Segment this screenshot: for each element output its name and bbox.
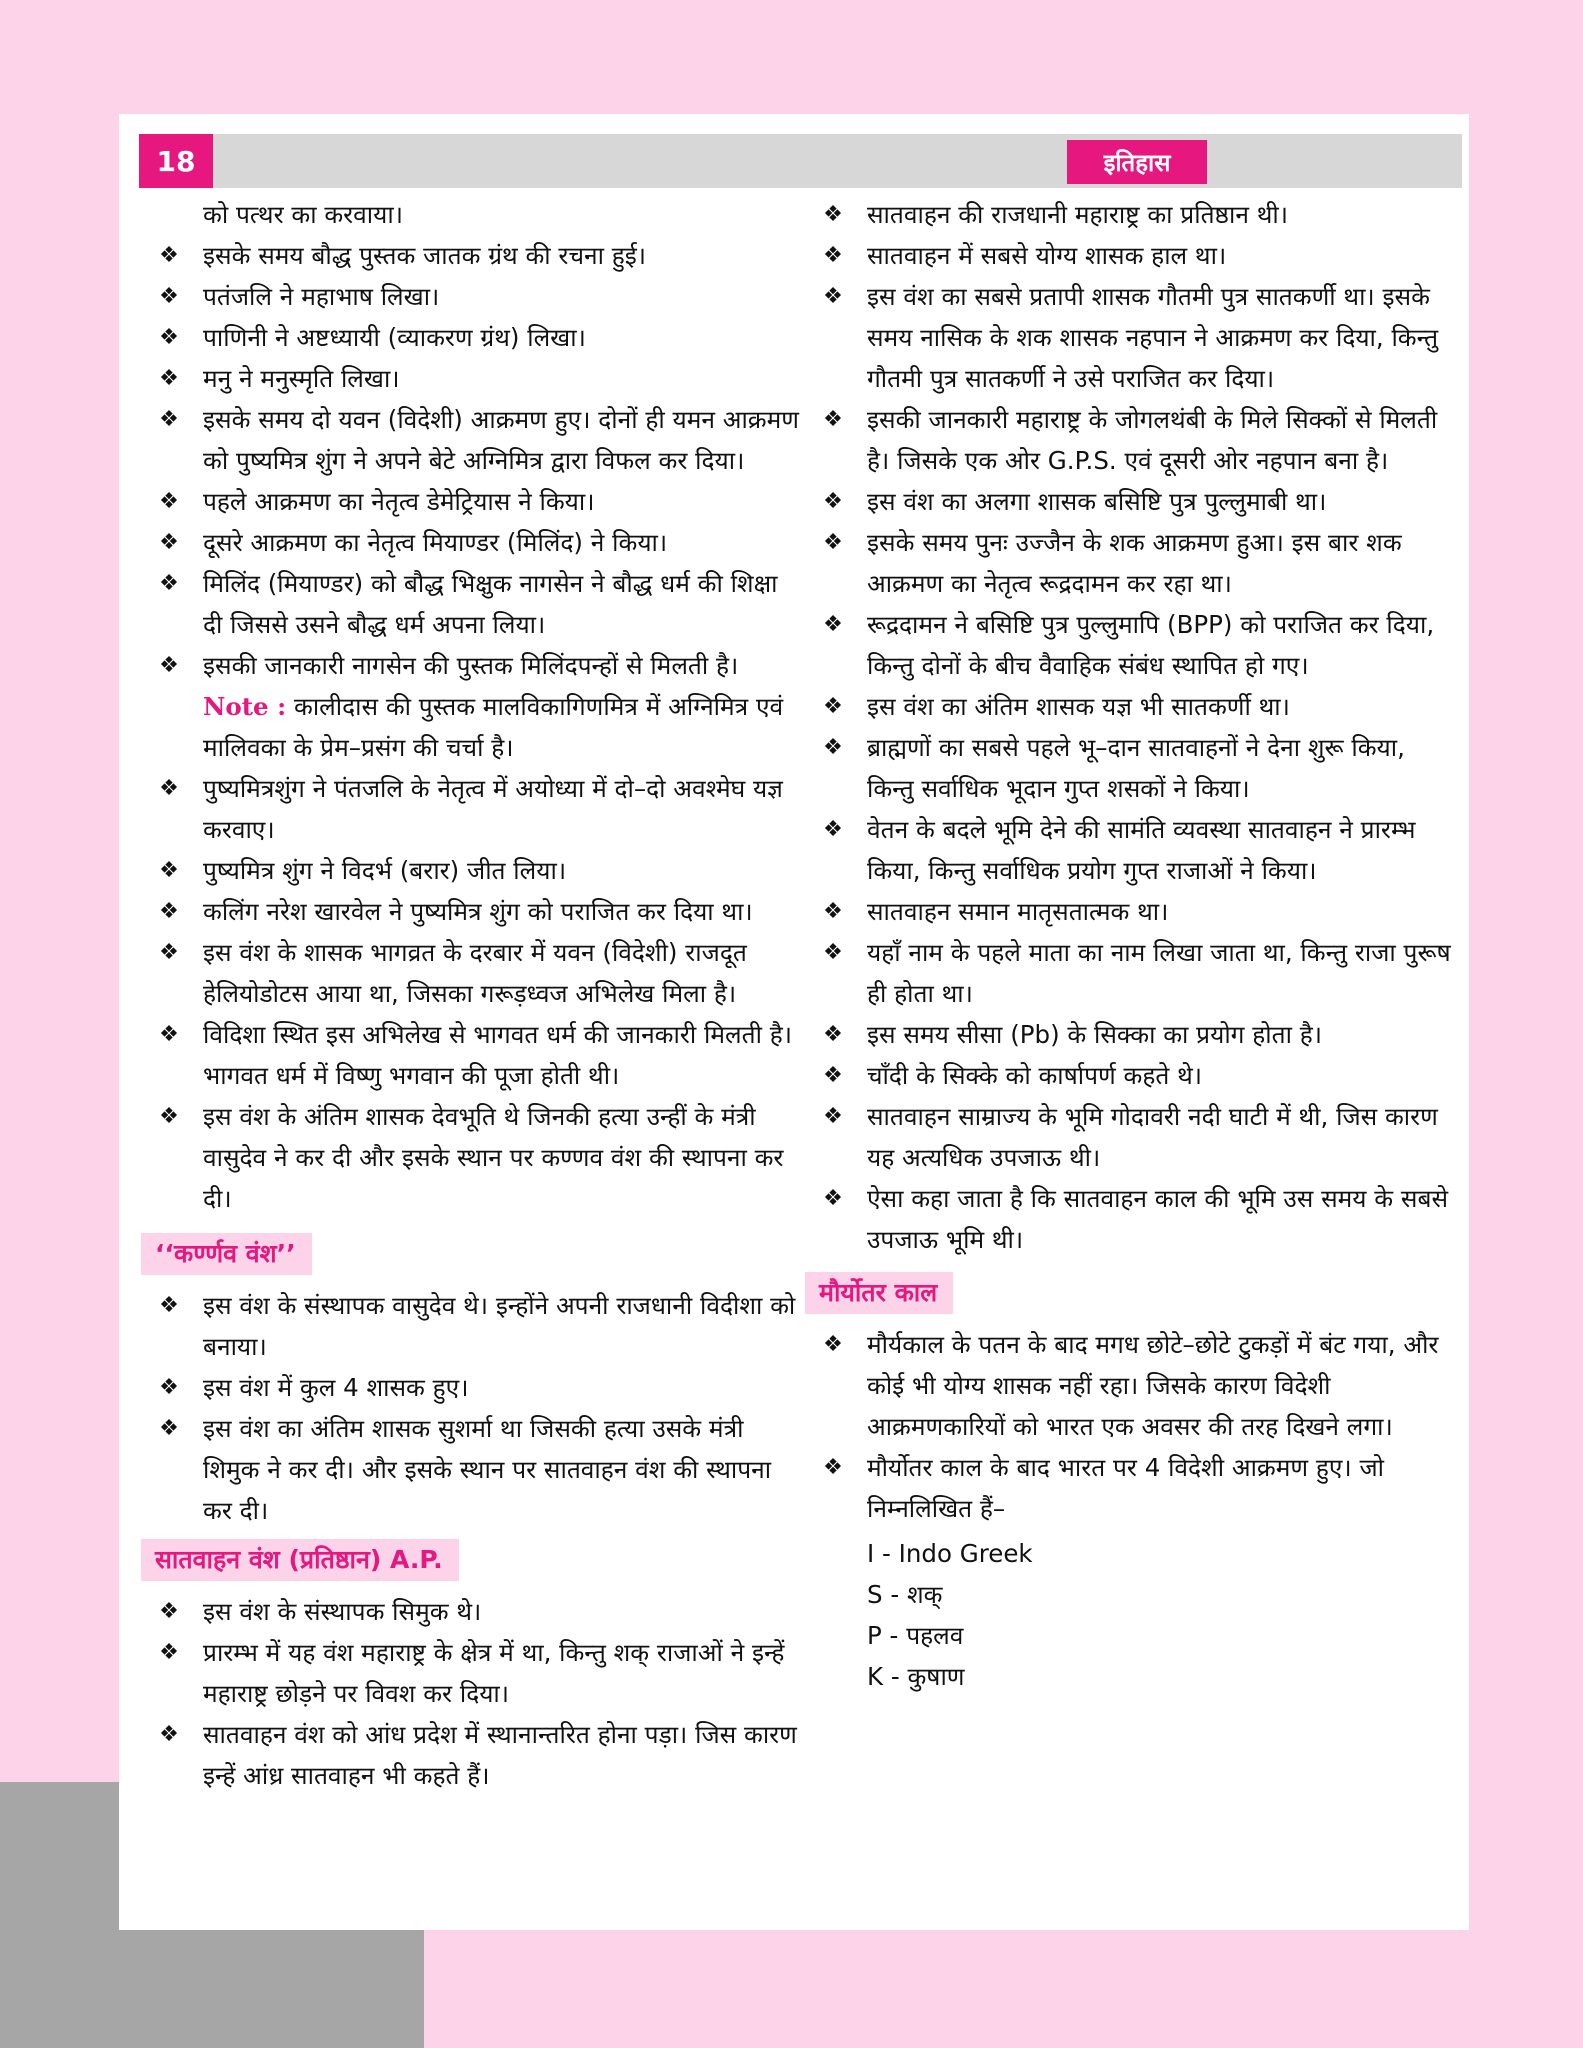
diamond-bullet-icon: ❖ [159,940,179,965]
diamond-bullet-icon: ❖ [823,202,843,227]
invasion-line: S - शक् [867,1580,943,1609]
diamond-bullet-icon: ❖ [823,817,843,842]
list-item [805,1014,1455,1055]
list-item-text: प्रारम्भ में यह वंश महाराष्ट्र के क्षेत्र में था, किन्तु शक् राजाओं ने इन्हें महाराष्ट्र छोड़ने पर विवश कर दिया। [203,1638,785,1708]
diamond-bullet-icon: ❖ [823,407,843,432]
list-item [805,235,1455,276]
diamond-bullet-icon: ❖ [823,1022,843,1047]
heading-kanva-dynasty: ‘‘कर्ण्णव वंश’’ [141,1233,312,1275]
list-item [805,932,1455,1014]
list-item [805,1096,1455,1178]
page [119,114,1469,1930]
list-item-text: इसके समय पुनः उज्जैन के शक आक्रमण हुआ। इस बार शक आक्रमण का नेतृत्व रूद्रदामन कर रहा था। [867,528,1402,598]
diamond-bullet-icon: ❖ [159,1375,179,1400]
list-item-text: इस वंश के संस्थापक सिमुक थे। [203,1597,482,1626]
list-item-text: इस समय सीसा (Pb) के सिक्का का प्रयोग होता है। [867,1020,1323,1049]
list-item-text: सातवाहन वंश को आंध प्रदेश में स्थानान्तरित होना पड़ा। जिस कारण इन्हें आंध्र सातवाहन भी कहते हैं। [203,1720,797,1790]
list-item [141,1096,801,1219]
heading-satavahana-dynasty: सातवाहन वंश (प्रतिष्ठान) A.P. [141,1539,459,1581]
diamond-bullet-icon: ❖ [159,325,179,350]
list-item-text: वेतन के बदले भूमि देने की सामंति व्यवस्था सातवाहन ने प्रारम्भ किया, किन्तु सर्वाधिक प्रयोग गुप्त राजाओं ने किया। [867,815,1416,885]
diamond-bullet-icon: ❖ [823,530,843,555]
list-item-text: पुष्यमित्रशुंग ने पंतजलि के नेतृत्व में अयोध्या में दो–दो अवश्मेघ यज्ञ करवाए। [203,774,783,844]
diamond-bullet-icon: ❖ [823,243,843,268]
diamond-bullet-icon: ❖ [159,776,179,801]
list-item [141,399,801,481]
diamond-bullet-icon: ❖ [159,1293,179,1318]
list-item [141,358,801,399]
diamond-bullet-icon: ❖ [159,858,179,883]
list-item [805,727,1455,809]
list-item-text: सातवाहन साम्राज्य के भूमि गोदावरी नदी घाटी में थी, जिस कारण यह अत्यधिक उपजाऊ थी। [867,1102,1438,1172]
list-item-text: इस वंश में कुल 4 शासक हुए। [203,1373,469,1402]
note-label: Note : [203,692,287,721]
diamond-bullet-icon: ❖ [159,407,179,432]
list-item-text: सातवाहन में सबसे योग्य शासक हाल था। [867,241,1227,270]
page-number: 18 [139,134,213,188]
list-item-text: रूद्रदामन ने बसिष्टि पुत्र पुल्लुमापि (BPP) को पराजित कर दिया, किन्तु दोनों के बीच वैवाहिक संबंध स्थापित हो गए। [867,610,1435,680]
list-item [141,1408,801,1531]
list-item-text: सातवाहन समान मातृसतात्मक था। [867,897,1169,926]
diamond-bullet-icon: ❖ [159,1104,179,1129]
diamond-bullet-icon: ❖ [159,899,179,924]
diamond-bullet-icon: ❖ [159,1022,179,1047]
list-item-text: मनु ने मनुस्मृति लिखा। [203,364,400,393]
list-item [805,1324,1455,1447]
list-item [141,1591,801,1632]
left-column [141,194,801,1796]
list-item [805,194,1455,235]
list-item-text: इस वंश का अंतिम शासक सुशर्मा था जिसकी हत्या उसके मंत्री शिमुक ने कर दी। और इसके स्थान पर सातवाहन वंश की स्थापना कर दी। [203,1414,772,1525]
list-item-text: पाणिनी ने अष्टध्यायी (व्याकरण ग्रंथ) लिखा। [203,323,586,352]
list-item-text: चाँदी के सिक्के को कार्षापर्ण कहते थे। [867,1061,1203,1090]
list-item-text: विदिशा स्थित इस अभिलेख से भागवत धर्म की जानकारी मिलती है। भागवत धर्म में विष्णु भगवान की पूजा होती थी। [203,1020,792,1090]
diamond-bullet-icon: ❖ [159,366,179,391]
diamond-bullet-icon: ❖ [823,899,843,924]
list-item [141,1285,801,1367]
list-item-text: कलिंग नरेश खारवेल ने पुष्यमित्र शुंग को पराजित कर दिया था। [203,897,753,926]
diamond-bullet-icon: ❖ [159,1722,179,1747]
list-item [141,276,801,317]
list-item-text: मौर्यकाल के पतन के बाद मगध छोटे–छोटे टुकड़ों में बंट गया, और कोई भी योग्य शासक नहीं रहा। जिसके कारण विदेशी आक्रमणकारियों को भारत एक अवसर की तरह दिखने लगा। [867,1330,1439,1441]
list-item [141,1714,801,1796]
diamond-bullet-icon: ❖ [823,612,843,637]
list-item [805,399,1455,481]
list-item [141,481,801,522]
list-item [141,768,801,850]
ispk-list [805,1533,1455,1697]
list-item-text: इस वंश का अंतिम शासक यज्ञ भी सातकर्णी था। [867,692,1290,721]
diamond-bullet-icon: ❖ [159,1599,179,1624]
list-item [805,1055,1455,1096]
diamond-bullet-icon: ❖ [823,489,843,514]
diamond-bullet-icon: ❖ [159,530,179,555]
diamond-bullet-icon: ❖ [159,1640,179,1665]
list-item [141,1632,801,1714]
diamond-bullet-icon: ❖ [823,284,843,309]
list-item-text: मौर्योतर काल के बाद भारत पर 4 विदेशी आक्रमण हुए। जो निम्नलिखित हैं– [867,1453,1384,1523]
diamond-bullet-icon: ❖ [159,653,179,678]
list-item [141,563,801,645]
list-item [805,809,1455,891]
diamond-bullet-icon: ❖ [823,1332,843,1357]
diamond-bullet-icon: ❖ [823,694,843,719]
diamond-bullet-icon: ❖ [823,1063,843,1088]
list-item [141,317,801,358]
list-item-text: पुष्यमित्र शुंग ने विदर्भ (बरार) जीत लिया। [203,856,567,885]
diamond-bullet-icon: ❖ [823,1104,843,1129]
list-item [141,645,801,686]
list-item [805,1178,1455,1260]
list-item [805,604,1455,686]
list-item [141,522,801,563]
list-item-text: इसके समय बौद्ध पुस्तक जातक ग्रंथ की रचना हुई। [203,241,647,270]
list-item-text: मिलिंद (मियाण्डर) को बौद्ध भिक्षुक नागसेन ने बौद्ध धर्म की शिक्षा दी जिससे उसने बौद्ध धर्म अपना लिया। [203,569,778,639]
left-list-b [141,768,801,1219]
diamond-bullet-icon: ❖ [159,489,179,514]
list-item [141,932,801,1014]
subject-label: इतिहास [1067,140,1207,184]
list-item-text: दूसरे आक्रमण का नेतृत्व मियाण्डर (मिलिंद) ने किया। [203,528,668,557]
list-item [141,235,801,276]
left-list-c [141,1285,801,1531]
note [141,686,801,768]
list-item [805,686,1455,727]
diamond-bullet-icon: ❖ [159,1416,179,1441]
list-item [805,522,1455,604]
list-item [805,276,1455,399]
list-item-text: यहाँ नाम के पहले माता का नाम लिखा जाता था, किन्तु राजा पुरूष ही होता था। [867,938,1451,1008]
left-list-a [141,235,801,686]
diamond-bullet-icon: ❖ [823,940,843,965]
heading-post-maurya-period: मौर्योतर काल [805,1272,953,1314]
diamond-bullet-icon: ❖ [159,571,179,596]
list-item [141,891,801,932]
right-column [805,194,1455,1697]
header-bar [139,134,1462,188]
list-item [141,1367,801,1408]
invasion-line: P - पहलव [867,1621,964,1650]
list-item-text: इसकी जानकारी महाराष्ट्र के जोगलथंबी के मिले सिक्कों से मिलती है। जिसके एक ओर G.P.S. एवं दूसरी ओर नहपान बना है। [867,405,1438,475]
list-item-text: पहले आक्रमण का नेतृत्व डेमेट्रियास ने किया। [203,487,595,516]
list-item [805,481,1455,522]
list-item-text: इसकी जानकारी नागसेन की पुस्तक मिलिंदपन्हों से मिलती है। [203,651,739,680]
right-list-a [805,194,1455,1260]
list-item-text: ऐसा कहा जाता है कि सातवाहन काल की भूमि उस समय के सबसे उपजाऊ भूमि थी। [867,1184,1449,1254]
list-item [141,1014,801,1096]
note-text: कालीदास की पुस्तक मालविकागिणमित्र में अग्निमित्र एवं मालिवका के प्रेम–प्रसंग की चर्चा है। [203,692,784,762]
list-item [805,1447,1455,1529]
list-item [141,850,801,891]
list-item-text: इस वंश के संस्थापक वासुदेव थे। इन्होंने अपनी राजधानी विदीशा को बनाया। [203,1291,796,1361]
diamond-bullet-icon: ❖ [823,1186,843,1211]
right-list-b [805,1324,1455,1529]
list-item-text: इसके समय दो यवन (विदेशी) आक्रमण हुए। दोनों ही यमन आक्रमण को पुष्यमित्र शुंग ने अपने बेटे अग्निमित्र द्वारा विफल कर दिया। [203,405,799,475]
diamond-bullet-icon: ❖ [159,243,179,268]
continued-text: को पत्थर का करवाया। [203,200,403,229]
list-item-text: इस वंश का अलगा शासक बसिष्टि पुत्र पुल्लुमाबी था। [867,487,1327,516]
invasion-line: K - कुषाण [867,1662,965,1691]
list-item-text: सातवाहन की राजधानी महाराष्ट्र का प्रतिष्ठान थी। [867,200,1288,229]
diamond-bullet-icon: ❖ [823,1455,843,1480]
list-item-text: ब्राह्मणों का सबसे पहले भू–दान सातवाहनों ने देना शुरू किया, किन्तु सर्वाधिक भूदान गुप्त शसकों ने किया। [867,733,1405,803]
list-item-text: पतंजलि ने महाभाष लिखा। [203,282,440,311]
list-item-text: इस वंश का सबसे प्रतापी शासक गौतमी पुत्र सातकर्णी था। इसके समय नासिक के शक शासक नहपान ने आक्रमण कर दिया, किन्तु गौतमी पुत्र सातकर्णी ने उसे पराजित कर दिया। [867,282,1439,393]
left-list-d [141,1591,801,1796]
list-item [805,891,1455,932]
list-item-text: इस वंश के शासक भागव्रत के दरबार में यवन (विदेशी) राजदूत हेलियोडोटस आया था, जिसका गरूड़ध्वज अभिलेख मिला है। [203,938,747,1008]
list-item-text: इस वंश के अंतिम शासक देवभूति थे जिनकी हत्या उन्हीं के मंत्री वासुदेव ने कर दी और इसके स्थान पर कण्णव वंश की स्थापना कर दी। [203,1102,784,1213]
invasion-line: I - Indo Greek [867,1539,1033,1568]
diamond-bullet-icon: ❖ [823,735,843,760]
diamond-bullet-icon: ❖ [159,284,179,309]
